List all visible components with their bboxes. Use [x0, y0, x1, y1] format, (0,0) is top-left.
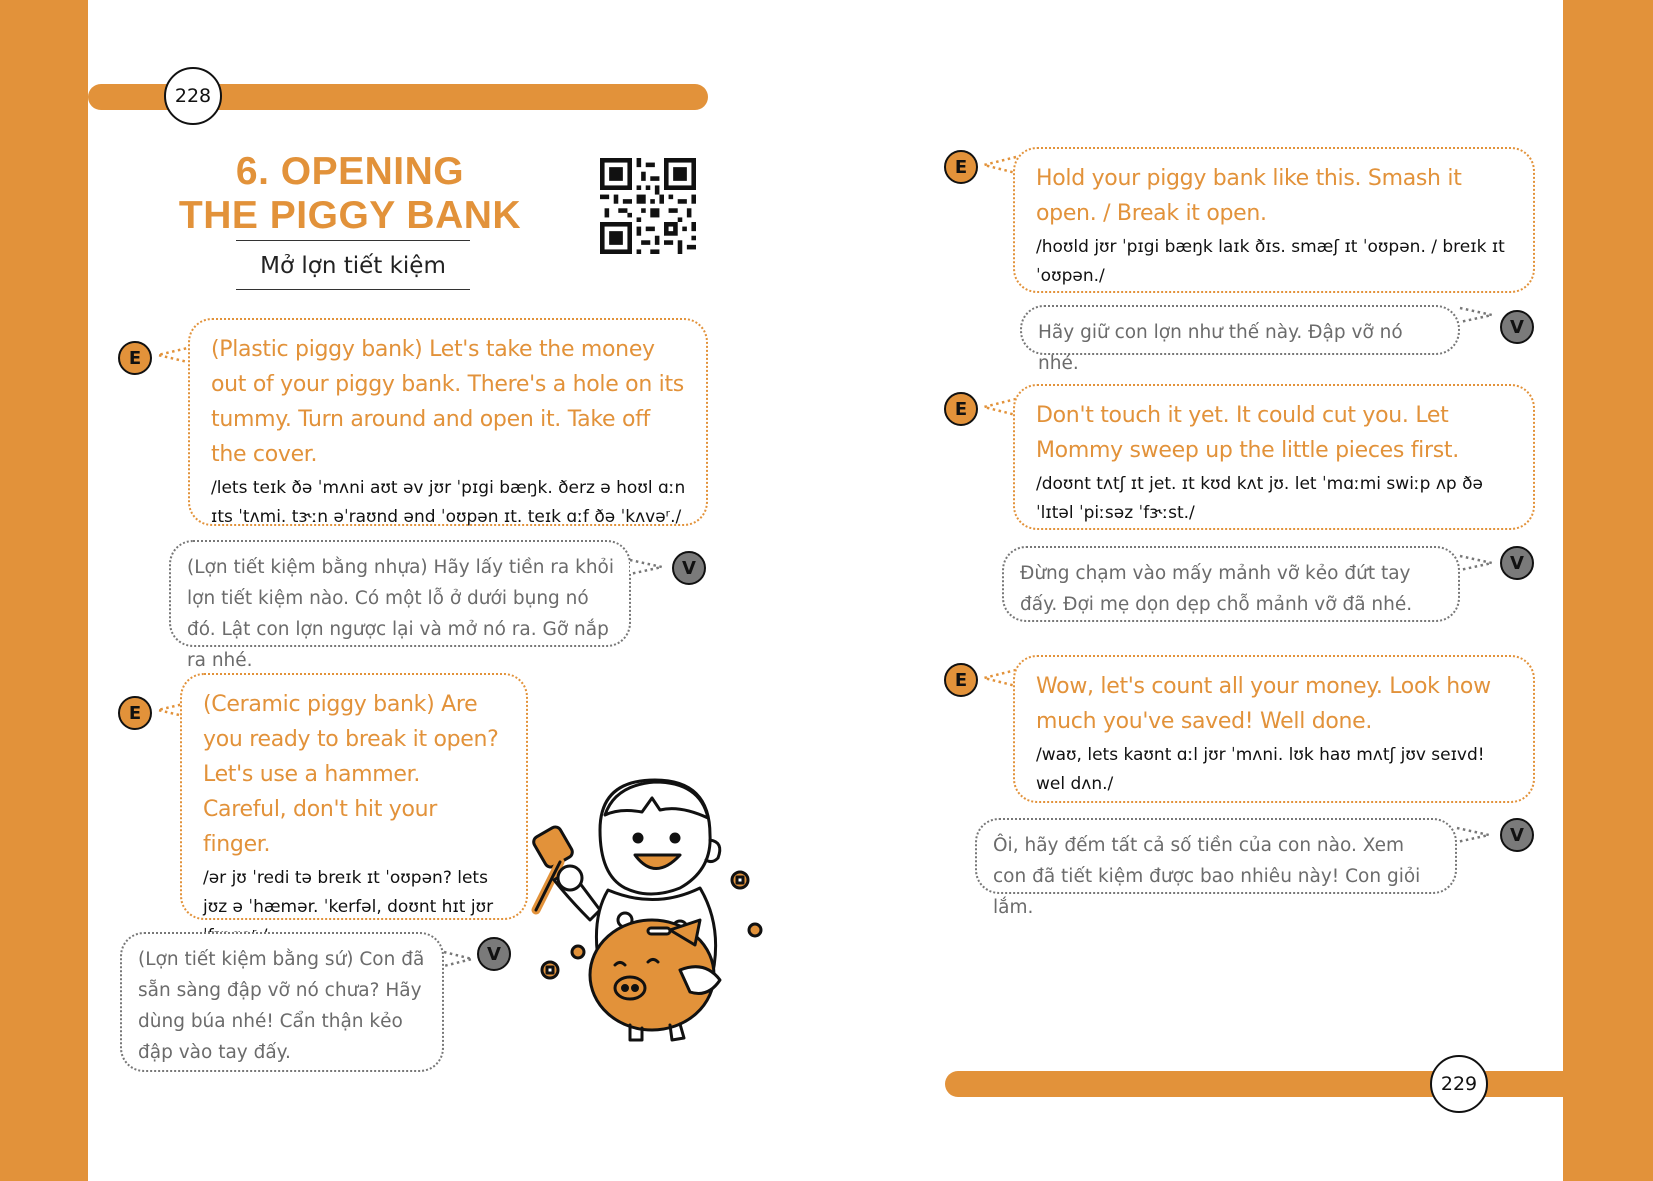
english-sentence: (Plastic piggy bank) Let's take the money out of your piggy bank. There's a hole on its tummy. Turn around and open it. Take off the cover. [211, 337, 684, 467]
vietnamese-translation: Ôi, hãy đếm tất cả số tiền của con nào. Xem con đã tiết kiệm được bao nhiêu này! Con giỏi lắm. [993, 835, 1421, 918]
english-speaker-badge: E [944, 150, 978, 184]
ipa-transcription: /ər jʊ ˈredi tə breɪk ɪt ˈoʊpən? lets jʊz ə ˈhæmər. ˈkerfəl, doʊnt hɪt jʊr [203, 868, 494, 917]
english-bubble [1013, 147, 1535, 293]
vietnamese-speaker-badge: V [477, 937, 511, 971]
ipa-transcription: /doʊnt tʌtʃ ɪt jet. ɪt kʊd kʌt jʊ. let ˈmɑːmi swiːp ʌp ðə ˈlɪtəl ˈpiːsəz ˈfɝːst./ [1036, 474, 1483, 523]
english-bubble [188, 318, 708, 526]
vietnamese-translation: (Lợn tiết kiệm bằng sứ) Con đã sẵn sàng đập vỡ nó chưa? Hãy dùng búa nhé! Cẩn thận kẻo đập vào tay đấy. [138, 949, 425, 1063]
boy-with-hammer-and-piggy-bank-illustration [530, 770, 780, 1060]
english-bubble [1013, 655, 1535, 803]
vietnamese-bubble [120, 932, 444, 1072]
english-speaker-badge: E [118, 696, 152, 730]
vietnamese-translation: (Lợn tiết kiệm bằng nhựa) Hãy lấy tiền ra khỏi lợn tiết kiệm nào. Có một lỗ ở dưới bụng nó đó. Lật con lợn ngược lại và mở nó ra. Gỡ nắp ra nhé. [187, 557, 615, 671]
vietnamese-bubble [1020, 305, 1460, 374]
vietnamese-bubble [975, 818, 1457, 918]
vietnamese-speaker-badge: V [672, 551, 706, 585]
english-sentence: Wow, let's count all your money. Look how much you've saved! Well done. [1036, 674, 1491, 734]
english-sentence: (Ceramic piggy bank) Are you ready to break it open? Let's use a hammer. Careful, don't hit your finger. [203, 692, 499, 857]
vietnamese-bubble [1002, 546, 1460, 622]
page-number-left: 228 [164, 67, 222, 125]
vietnamese-speaker-badge: V [1500, 310, 1534, 344]
english-speaker-badge: E [118, 341, 152, 375]
bubble-tail [1456, 306, 1496, 326]
bubble-tail [1456, 554, 1496, 574]
vietnamese-speaker-badge: V [1500, 818, 1534, 852]
vietnamese-bubble [169, 540, 631, 671]
vietnamese-translation: Đừng chạm vào mấy mảnh vỡ kẻo đứt tay đấy. Đợi mẹ dọn dẹp chỗ mảnh vỡ đã nhé. [1020, 563, 1413, 615]
english-sentence: Hold your piggy bank like this. Smash it open. / Break it open. [1036, 166, 1462, 226]
section-subtitle: Mở lợn tiết kiệm [236, 240, 470, 290]
english-bubble [1013, 384, 1535, 530]
qr-code-icon[interactable] [600, 158, 696, 254]
english-speaker-badge: E [944, 663, 978, 697]
footer-band [945, 1071, 1585, 1097]
page-number-right: 229 [1430, 1055, 1488, 1113]
title-line-2: THE PIGGY BANK [178, 194, 522, 237]
bubble-tail [440, 950, 476, 970]
english-sentence: Don't touch it yet. It could cut you. Let Mommy sweep up the little pieces first. [1036, 403, 1459, 463]
vietnamese-translation: Hãy giữ con lợn như thế này. Đập vỡ nó nhé. [1038, 322, 1403, 374]
bubble-tail [626, 558, 666, 578]
left-page-edge [0, 0, 88, 1181]
english-speaker-badge: E [944, 392, 978, 426]
title-line-1: 6. OPENING [235, 150, 465, 193]
ipa-transcription: /waʊ, lets kaʊnt ɑːl jʊr ˈmʌni. lʊk haʊ mʌtʃ jʊv seɪvd! wel dʌn./ [1036, 745, 1485, 794]
ipa-transcription: /hoʊld jʊr ˈpɪgi bæŋk laɪk ðɪs. smæʃ ɪt ˈoʊpən. / breɪk ɪt ˈoʊpən./ [1036, 237, 1505, 286]
right-page-edge [1563, 0, 1653, 1181]
english-bubble [180, 673, 528, 920]
vietnamese-speaker-badge: V [1500, 546, 1534, 580]
ipa-transcription: /lets teɪk ðə ˈmʌni aʊt əv jʊr ˈpɪgi bæŋk. ðerz ə hoʊl ɑːn ɪts ˈtʌmi. tɝːn əˈraʊnd ənd ˈoʊpən ɪt. teɪk ɑːf ðə ˈkʌvəʳ./ [211, 478, 686, 527]
section-title [165, 150, 535, 238]
bubble-tail [1453, 826, 1493, 846]
